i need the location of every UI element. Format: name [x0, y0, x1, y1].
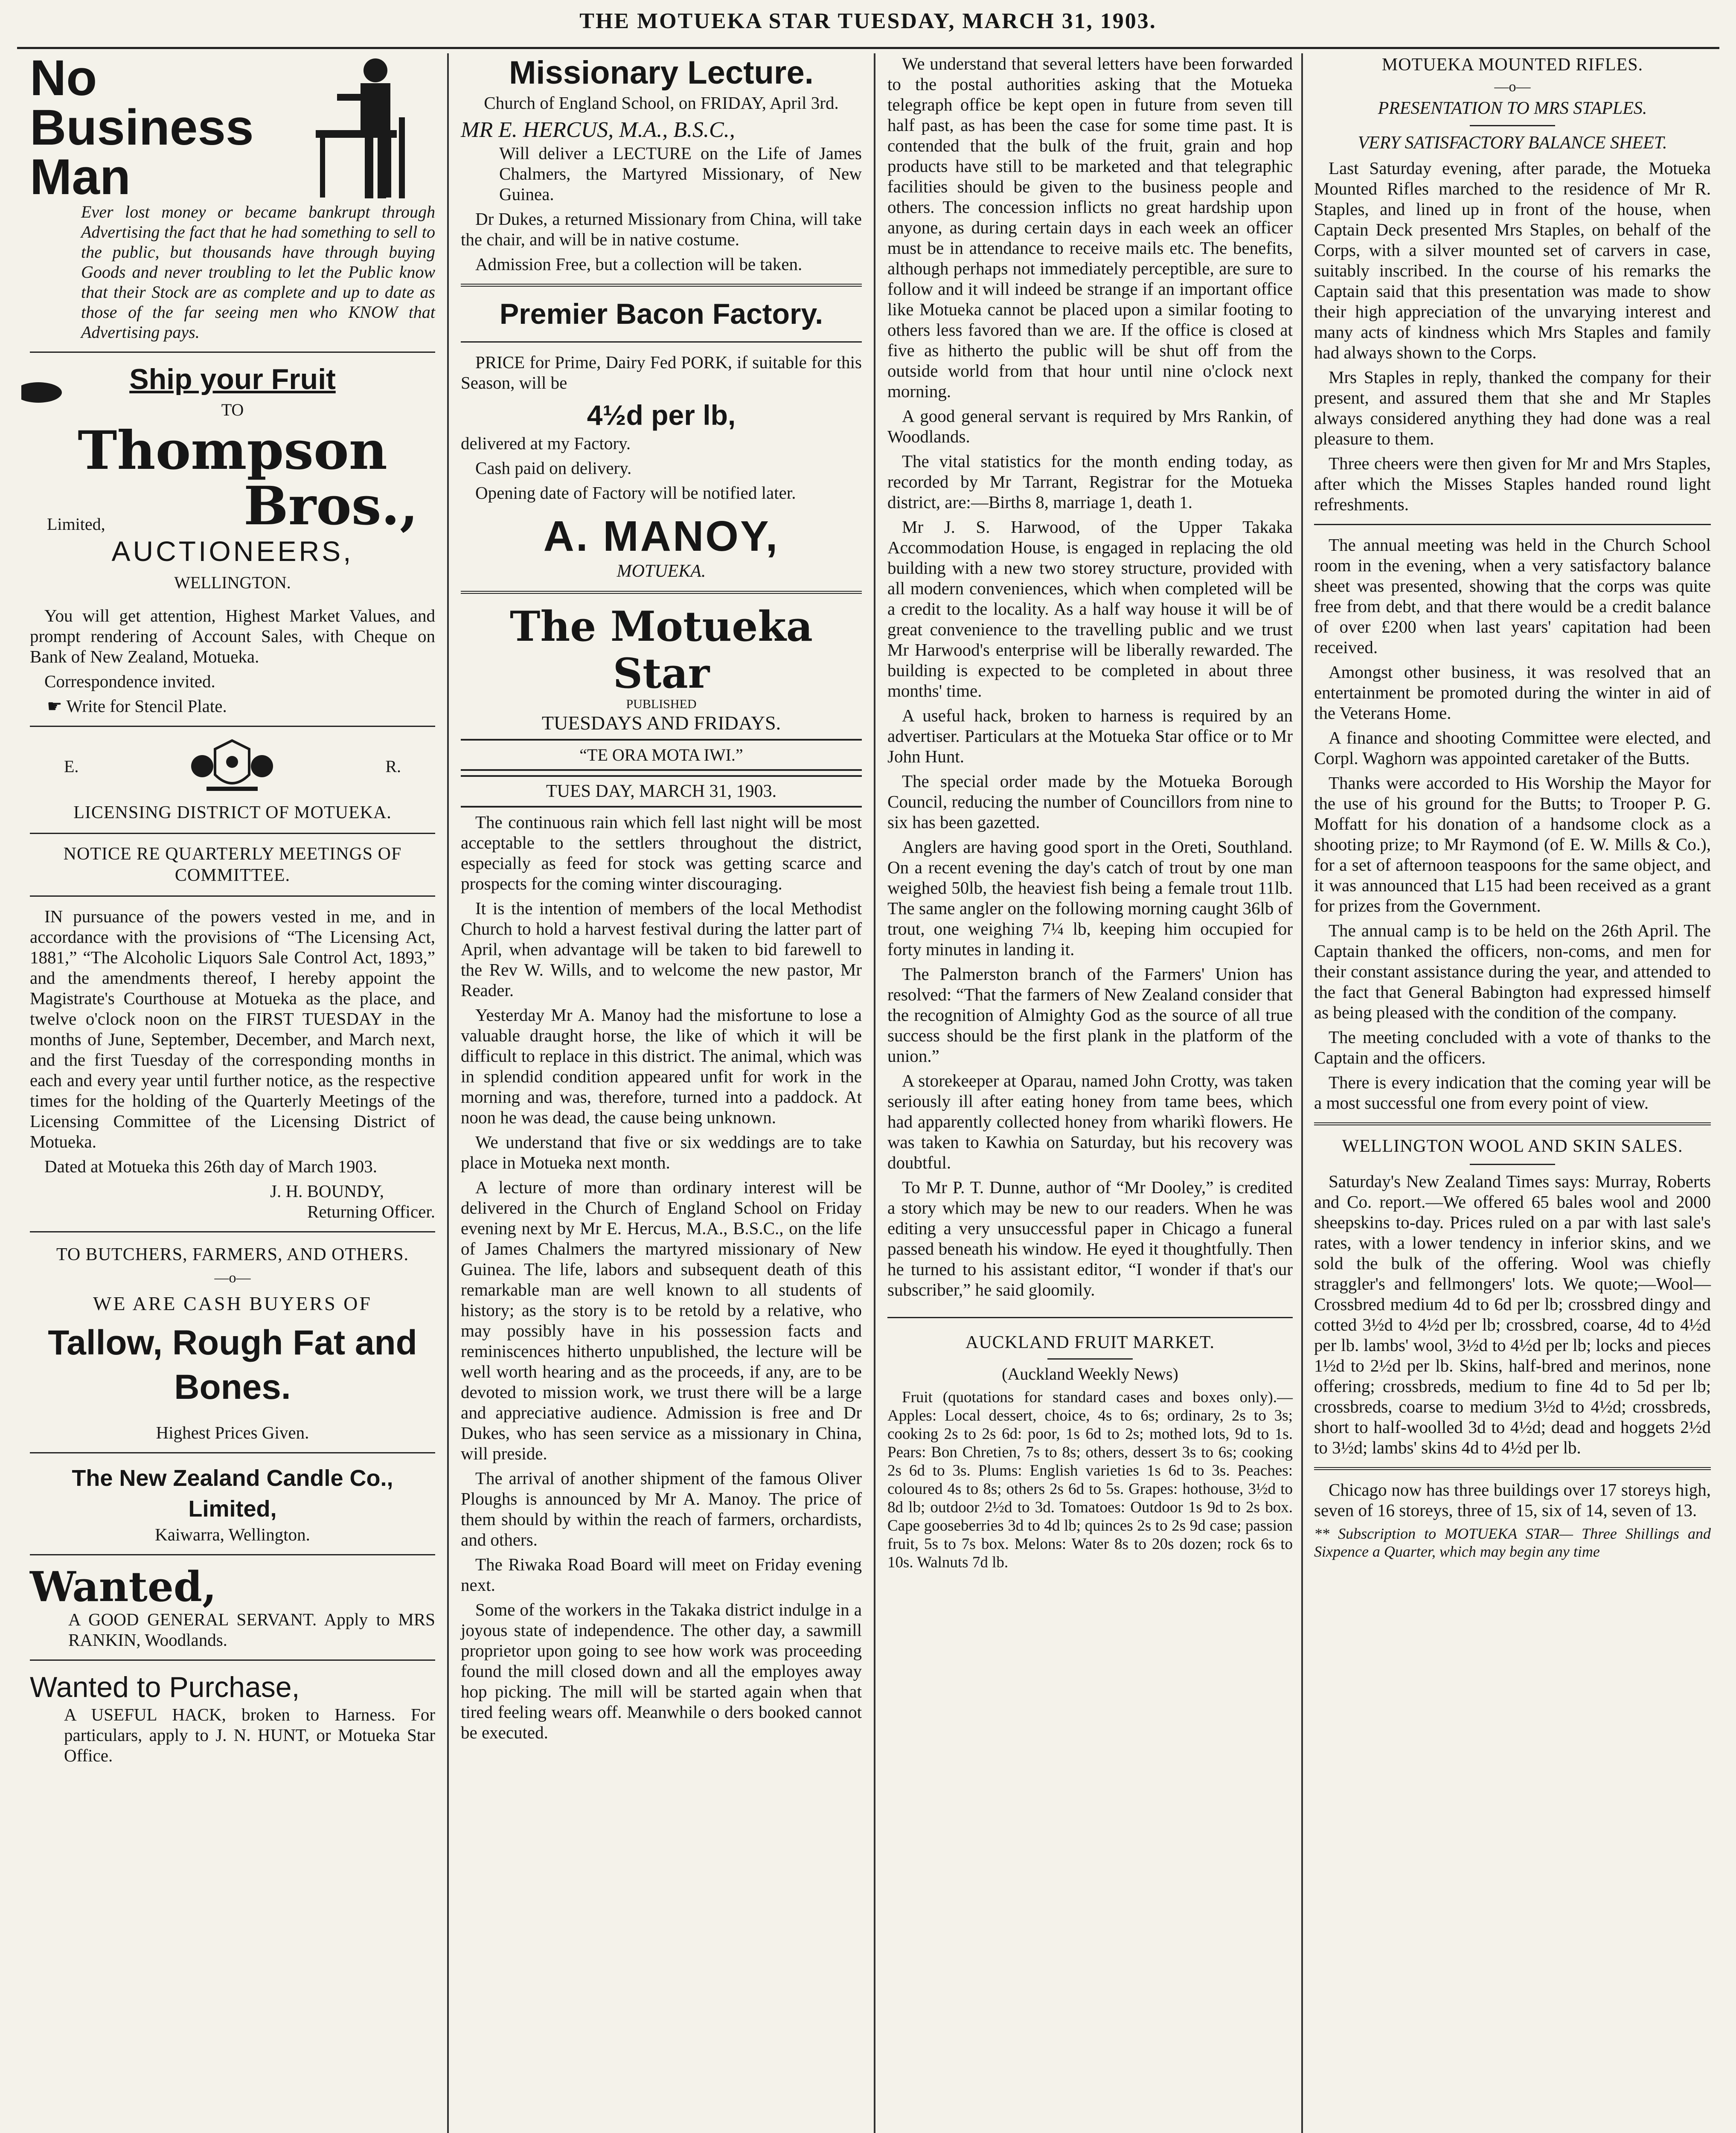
- column-rule-2: [874, 53, 875, 2133]
- news-para: The annual camp is to be held on the 26th April. The Captain thanked the officers, non-coms, and men for their constant assistance during the year, and attended to the fact that General Babington had expressed himself as being pleased with the condition of the company.: [1314, 921, 1711, 1022]
- news-para: We understand that several letters have been forwarded to the postal authorities asking that the Motueka telegraph office be kept open in future from seven till half past, as has been the case for some time past. It is contended that the bulk of the fruit, grain and hop products have still to be marketed and that telegraphic facilities should be given to the business people and others. The concession inflicts no great hardship upon anyone, as during certain days in each week an officer must be in attendance to receive mails etc. The benefits, although perhaps not immediately perceptible, are sure to follow and it will indeed be strange if an important office like Motueka cannot be placed upon a similar footing to others less favored than we are. If the office is closed at five as hitherto the public will be shut off from the outside world from that hour until nine o'clock next morning.: [887, 54, 1293, 401]
- licensing-notice: [30, 736, 435, 1222]
- news-para: The arrival of another shipment of the famous Oliver Ploughs is announced by Mr A. Manoy. The price of them should by within the reach of farmers, orchardists, and others.: [461, 1468, 862, 1549]
- missionary-lecture-ad: [461, 53, 862, 274]
- highest-prices: Highest Prices Given.: [156, 1423, 309, 1442]
- star-motto: “TE ORA MOTA IWI.”: [461, 739, 862, 771]
- news-para: Anglers are having good sport in the Oreti, Southland. On a recent evening the day's catch of trout by one man weighed 50lb, the heaviest fish being a female trout 11lb. The same angler on the following morning caught 36lb of trout, one weighing 7¼ lb, keeping him occupied for forty minutes in landing it.: [887, 837, 1293, 959]
- news-para: Amongst other business, it was resolved that an entertainment be promoted during the winter in aid of the Veterans Home.: [1314, 662, 1711, 723]
- auctioneers: AUCTIONEERS,: [111, 535, 354, 567]
- news-para: Mrs Staples in reply, thanked the company for their present, and assured them that she and Mr Staples always considered anything they had done was a real pleasure to them.: [1314, 367, 1711, 448]
- seated-man-illustration-icon: [290, 53, 431, 207]
- crest-e: E.: [64, 756, 79, 776]
- bacon-price: 4½d per lb,: [587, 399, 736, 431]
- news-para: It is the intention of members of the local Methodist Church to hold a harvest festival during the latter part of April, when advantage will be taken to bid farewell to the Rev W. Wills, and to welcome the new pastor, Mr Reader.: [461, 898, 862, 1000]
- missionary-admission: Admission Free, but a collection will be taken.: [475, 254, 803, 274]
- wanted-purchase-heading: Wanted to Purchase,: [30, 1671, 300, 1703]
- news-para: Three cheers were then given for Mr and Mrs Staples, after which the Misses Staples handed round light refreshments.: [1314, 453, 1711, 514]
- news-para: A useful hack, broken to harness is required by an advertiser. Particulars at the Motueka Star office or to Mr John Hunt.: [887, 706, 1293, 766]
- news-para: The Palmerston branch of the Farmers' Union has resolved: “That the farmers of New Zealand consider that the recognition of Almighty God as the source of all true success should be the first plank in the platform of the union.”: [887, 964, 1293, 1066]
- news-para: Some of the workers in the Takaka district indulge in a joyous state of independence. The other day, a sawmill proprietor upon going to see how work was proceeding found the mill closed down and all the employes away hop picking. The mill will be started again when that tired feeling wears off. Meanwhile o ders booked cannot be executed.: [461, 1600, 862, 1742]
- wanted-purchase-ad: [30, 1670, 435, 1766]
- bacon-cash: Cash paid on delivery.: [475, 458, 632, 478]
- news-para: The special order made by the Motueka Borough Council, reducing the number of Councillors from nine to six has been gazetted.: [887, 771, 1293, 832]
- notice-body: IN pursuance of the powers vested in me, and in accordance with the provisions of “The Licensing Act, 1881,” “The Alcoholic Liquors Sale Control Act, 1893,” and the amendments thereof, I hereby appoint the Magistrate's Courthouse at Motueka as the place, and twelve o'clock noon on the FIRST TUESDAY in the months of June, September, December, and March next, and the first Tuesday of the corresponding months in each and every year until further notice, as the respective times for the holding of the Quarterly Meetings of the Licensing Committee of the Licensing District of Motueka.: [30, 907, 435, 1151]
- fruit-source: (Auckland Weekly News): [1002, 1364, 1178, 1383]
- mounted-rifles-article: [1314, 53, 1711, 1113]
- balance-subtitle: VERY SATISFACTORY BALANCE SHEET.: [1358, 133, 1667, 153]
- tallow-heading: Tallow, Rough Fat and Bones.: [48, 1323, 417, 1407]
- ship-body: You will get attention, Highest Market Values, and prompt rendering of Account Sales, with Cheque on Bank of New Zealand, Motueka.: [30, 606, 435, 666]
- column-1: [21, 53, 444, 2133]
- nbm-title-1: No: [30, 53, 97, 106]
- wanted-heading: Wanted,: [30, 1563, 217, 1611]
- news-para: The Riwaka Road Board will meet on Friday evening next.: [461, 1555, 862, 1595]
- column-3: [879, 53, 1301, 2133]
- butchers-title: TO BUTCHERS, FARMERS, AND OTHERS.: [56, 1245, 409, 1264]
- royal-coat-of-arms-icon: [185, 736, 279, 796]
- stencil-line: [47, 696, 435, 716]
- wellington-label: WELLINGTON.: [174, 573, 291, 592]
- kaiwarra: Kaiwarra, Wellington.: [155, 1525, 310, 1544]
- wanted-body: A GOOD GENERAL SERVANT. Apply to MRS RANKIN, Woodlands.: [68, 1610, 435, 1650]
- local-news-continued: [887, 53, 1293, 1300]
- subscription-note: ** Subscription to MOTUEKA STAR— Three Shillings and Sixpence a Quarter, which may begin any time: [1314, 1525, 1711, 1560]
- manoy-town: MOTUEKA.: [616, 561, 706, 581]
- star-title: The Motueka Star: [510, 602, 813, 697]
- news-para: The continuous rain which fell last night will be most acceptable to the settlers throughout the district, especially as feed for stock was getting scarce and prospects for the coming winter discouraging.: [461, 812, 862, 893]
- news-para: There is every indication that the coming year will be a most successful one from every point of view.: [1314, 1072, 1711, 1113]
- lecturer-name: MR E. HERCUS, M.A., B.S.C.,: [461, 118, 735, 142]
- notice-dated: Dated at Motueka this 26th day of March 1903.: [44, 1157, 377, 1176]
- presentation-subtitle: PRESENTATION TO MRS STAPLES.: [1378, 99, 1647, 118]
- wool-skin-sales: [1314, 1135, 1711, 1458]
- correspondence: Correspondence invited.: [44, 671, 215, 691]
- candle-co-ad: [30, 1242, 435, 1545]
- candle-company: The New Zealand Candle Co., Limited,: [72, 1465, 393, 1522]
- chicago-note: Chicago now has three buildings over 17 storeys high, seven of 16 storeys, three of 15, six of 14, seven of 13.: [1314, 1480, 1711, 1520]
- news-para: Last Saturday evening, after parade, the Motueka Mounted Rifles marched to the residence of Mr R. Staples, and lined up in front of the house, when Captain Deck presented Mrs Staples, on behalf of the Corps, with a silver mounted set of carvers in case, suitably inscribed. In the course of his remarks the Captain said that this presentation was made to show their high appreciation of the unvarying interest and many acts of kindness which Mrs Staples and family had always shown to the Corps.: [1314, 158, 1711, 362]
- notice-title: NOTICE RE QUARTERLY MEETINGS OF COMMITTEE.: [63, 844, 402, 885]
- news-para: The meeting concluded with a vote of thanks to the Captain and the officers.: [1314, 1027, 1711, 1067]
- star-dateline: TUES DAY, MARCH 31, 1903.: [461, 775, 862, 808]
- column-rule-3: [1301, 53, 1303, 2133]
- fruit-title: AUCKLAND FRUIT MARKET.: [965, 1333, 1215, 1352]
- bros-name: Bros.,: [244, 475, 418, 537]
- licensing-title: LICENSING DISTRICT OF MOTUEKA.: [73, 803, 392, 822]
- news-para: To Mr P. T. Dunne, author of “Mr Dooley,” is credited a story which may be new to our readers. When he was editing a very unsuccessful paper in Chicago a funeral passed beneath his window. He eyed it thoughtfully. Then he turned to his assistant editor, “I wonder if that's our subscriber,” he said gloomily.: [887, 1177, 1293, 1299]
- ship-to: TO: [221, 400, 244, 419]
- separator: —o—: [214, 1270, 251, 1286]
- crest-r: R.: [385, 756, 401, 776]
- nbm-title-3: Man: [30, 149, 131, 205]
- news-para: Thanks were accorded to His Worship the Mayor for the use of his ground for the Butts; to Trooper P. G. Moffatt for his donation of a handsome clock as a shooting prize; to Mr Raymond (of E. W. Mills & Co.), for a set of afternoon teaspoons for the same object, and it was announced that L15 had been received as a grant for prizes from the Government.: [1314, 773, 1711, 915]
- fruit-body: Fruit (quotations for standard cases and boxes only).—Apples: Local dessert, choice, 4s to 6s; ordinary, 2s to 3s; cooking 2s to 2s 6d: poor, 1s 6d to 2s; mothed lots, 9d to 1s. Pears: Bon Chretien, 7s to 8s; others, dessert 3s to 6s; cooking 2s 6d to 3s. Plums: English varieties 1s 6d to 3s. Peaches: coloured 4s to 8s; others 2s 6d to 5s. Grapes: hothouse, 3½d to 8d lb; outdoor 2½d to 3d. Tomatoes: Outdoor 1s 9d to 2s box. Cape gooseberries 3d to 4d lb; quinces 2s to 2s 9d case; passion fruit, 5s to 7s box. Melons: Water 8s to 20s dozen; rock 6s to 10s. Walnuts 7d lb.: [887, 1389, 1293, 1571]
- local-news: [461, 812, 862, 1743]
- missionary-where: Church of England School, on FRIDAY, April 3rd.: [484, 93, 839, 113]
- news-para: We understand that five or six weddings are to take place in Motueka next month.: [461, 1132, 862, 1172]
- bacon-factory-ad: [461, 296, 862, 581]
- news-para: A good general servant is required by Mrs Rankin, of Woodlands.: [887, 406, 1293, 446]
- missionary-body: Will deliver a LECTURE on the Life of James Chalmers, the Martyred Missionary, of New Guinea.: [499, 143, 862, 204]
- nbm-title-2: Business: [30, 99, 254, 156]
- wool-title: WELLINGTON WOOL AND SKIN SALES.: [1342, 1136, 1683, 1156]
- bacon-title: Premier Bacon Factory.: [499, 298, 823, 330]
- news-para: The annual meeting was held in the Church School room in the evening, when a very satisfactory balance sheet was presented, showing that the corps was quite free from debt, and that there would be a credit balance of over £200 when last years' capitation had been received.: [1314, 535, 1711, 657]
- pointing-hand-small-icon: ☛: [47, 697, 62, 716]
- news-para: Yesterday Mr A. Manoy had the misfortune to lose a valuable draught horse, the like of which it will be difficult to replace in this district. The animal, which was in splendid condition appeared unfit for work in the morning and was, therefore, turned into a paddock. At noon he was dead, the cause being unknown.: [461, 1005, 862, 1127]
- pointing-hand-icon: [21, 378, 64, 407]
- news-para: A lecture of more than ordinary interest will be delivered in the Church of England School on Friday evening next by Mr E. Hercus, M.A., B.S.C., on the life of James Chalmers the martyred missionary of New Guinea. The life, labors and subsequent death of this remarkable man are well known to all students of history; as the story is to be retold by a relative, who may possibly have in his possession facts and reminiscences hitherto unpublished, the lecture will be well worth hearing and as the proceeds, if any, are to be devoted to mission work, we trust there will be a large and appreciative audience. Admission is free and Dr Dukes, who has seen service as a missionary in China, will preside.: [461, 1177, 862, 1463]
- column-rule-1: [447, 53, 449, 2133]
- stencil-label: Write for Stencil Plate.: [66, 696, 227, 716]
- missionary-title: Missionary Lecture.: [509, 55, 814, 91]
- bacon-opening: Opening date of Factory will be notified later.: [475, 483, 796, 503]
- signatory: J. H. BOUNDY,: [270, 1181, 384, 1201]
- news-para: The vital statistics for the month ending today, as recorded by Mr Tarrant, Registrar for the Motueka district, are:—Births 8, marriage 1, death 1.: [887, 451, 1293, 512]
- star-days: TUESDAYS AND FRIDAYS.: [541, 712, 781, 734]
- news-para: Mr J. S. Harwood, of the Upper Takaka Accommodation House, is engaged in replacing the old building with a new two storey structure, provided with all modern conveniences, which when completed will be a credit to the locality. As a half way house it will be of great convenience to the travelling public and we trust Mr Harwood's enterprise will be liberally rewarded. The building is expected to be completed in about three months' time.: [887, 517, 1293, 700]
- column-4: [1306, 53, 1719, 2133]
- star-nameplate: [461, 603, 862, 808]
- royal-crest-line: [30, 736, 435, 796]
- purchase-body: A USEFUL HACK, broken to Harness. For particulars, apply to J. N. HUNT, or Motueka Star Office.: [64, 1705, 435, 1765]
- missionary-dukes: Dr Dukes, a returned Missionary from China, will take the chair, and will be in native costume.: [461, 209, 862, 249]
- wool-body: Saturday's New Zealand Times says: Murray, Roberts and Co. report.—We offered 65 bales wool and 2000 sheepskins to-day. Prices ruled on a par with last sale's rates, with a lower tendency in inferior skins, and we sold the bulk of the offering. Wool was chiefly straggler's and fellmongers' lots. We quote;—Wool—Crossbred medium 4d to 6d per lb; crossbred dingy and cotted 3½d to 4½d per lb; crossbred, coarse, 4d to 4½d per lb. lambs' wool, 3½d to 4½d per lb; locks and pieces 1½d to 2½d per lb. Skins, half-bred and merinos, none offering; crossbreds, medium to fine 4d to 5d per lb; crossbreds, coarse to medium 3½d to 4½d; crossbreds, short to half-woolled 3d to 4½d; dead and hoggets 2½d to 3½d; lambs' skins 4d to 4½d per lb.: [1314, 1171, 1711, 1457]
- no-business-man-ad: [30, 53, 435, 342]
- news-para: A storekeeper at Oparau, named John Crotty, was taken seriously ill after eating honey from tame bees, which had apparently collected honey from wharikì flowers. He was taken to Kawhia on Saturday, but his recovery was doubtful.: [887, 1071, 1293, 1172]
- column-2: [452, 53, 870, 2133]
- star-published: PUBLISHED: [626, 697, 697, 711]
- news-para: A finance and shooting Committee were elected, and Corpl. Waghorn was appointed caretaker of the Butts.: [1314, 728, 1711, 768]
- thompson-name: Thompson: [78, 420, 387, 482]
- wanted-servant-ad: [30, 1565, 435, 1650]
- cash-buyers: WE ARE CASH BUYERS OF: [93, 1293, 372, 1314]
- auckland-fruit-market: [887, 1331, 1293, 1572]
- ship-heading: Ship your Fruit: [129, 363, 336, 395]
- bros-line: [30, 475, 435, 537]
- bacon-delivered: delivered at my Factory.: [461, 433, 631, 453]
- nbm-body: Ever lost money or became bankrupt through Advertising the fact that he had something to sell to the public, but thousands have through buying Goods and never troubling to let the Public know that their Stock are as complete and up to date as those of the far seeing men who KNOW that Advertising pays.: [81, 202, 435, 342]
- bacon-body: PRICE for Prime, Dairy Fed PORK, if suitable for this Season, will be: [461, 352, 862, 392]
- rifles-title: MOTUEKA MOUNTED RIFLES.: [1381, 55, 1643, 75]
- returning-officer: Returning Officer.: [307, 1202, 435, 1221]
- ship-fruit-ad: [30, 362, 435, 716]
- limited-label: Limited,: [47, 514, 105, 534]
- masthead-rule: [17, 47, 1719, 49]
- masthead: THE MOTUEKA STAR TUESDAY, MARCH 31, 1903.: [579, 9, 1157, 33]
- manoy-name: A. MANOY,: [543, 512, 779, 560]
- separator: —o—: [1494, 79, 1531, 95]
